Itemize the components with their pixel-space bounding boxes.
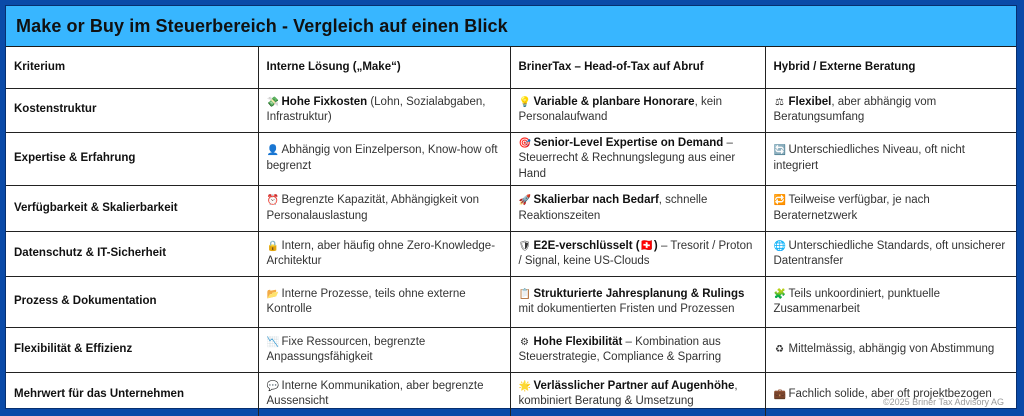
puzzle-icon: 🧩 <box>773 288 786 300</box>
hybrid-cell <box>765 132 1016 186</box>
cell-highlight: Strukturierte Jahresplanung & Rulings <box>533 287 745 300</box>
make-cell <box>258 277 510 328</box>
recycle-icon: ♻ <box>775 344 784 356</box>
cell-highlight: Skalierbar nach Bedarf <box>533 194 659 206</box>
hybrid-cell <box>765 373 1016 416</box>
column-header-hybrid: Hybrid / Externe Beratung <box>765 47 1016 88</box>
cell-text: Begrenzte Kapazität, Abhängigkeit von Personalauslastung <box>266 194 480 222</box>
cell-text: mit dokumentierten Fristen und Prozessen <box>518 303 735 315</box>
chart-down-icon: 📉 <box>266 336 279 348</box>
cell-highlight: Verlässlicher Partner auf Augenhöhe <box>533 379 735 392</box>
briner-cell <box>510 232 765 277</box>
table-header-row <box>6 47 1016 88</box>
cell-text: Fachlich solide, aber oft projektbezogen <box>788 387 992 400</box>
cell-text: Unterschiedliches Niveau, oft nicht integriert <box>773 144 965 172</box>
cell-text: Teilweise verfügbar, je nach Beraternetzwerk <box>773 194 930 222</box>
cell-text: (Lohn, Sozialabgaben, Infrastruktur) <box>266 95 486 123</box>
table-row <box>6 88 1016 132</box>
scales-icon: ⚖ <box>775 96 784 108</box>
criterion-cell: Flexibilität & Effizienz <box>6 328 258 373</box>
page-title: Make or Buy im Steuerbereich - Vergleich auf einen Blick <box>16 15 508 36</box>
money-icon: 💸 <box>266 96 279 108</box>
shield-icon: 🛡 <box>518 240 532 252</box>
clipboard-icon: 📋 <box>518 288 531 300</box>
briner-cell <box>510 373 765 416</box>
comparison-table <box>6 47 1016 416</box>
hybrid-cell <box>765 232 1016 277</box>
speech-bubble-icon: 💬 <box>266 380 279 392</box>
cell-text: Interne Prozesse, teils ohne externe Kontrolle <box>266 287 466 315</box>
cell-text: , kombiniert Beratung & Umsetzung <box>518 379 738 408</box>
make-cell <box>258 88 510 132</box>
lightbulb-icon: 💡 <box>518 96 531 108</box>
criterion-cell: Datenschutz & IT-Sicherheit <box>6 232 258 277</box>
cell-text: – Tresorit / Proton / Signal, keine US-Clouds <box>518 239 753 267</box>
cell-highlight: Hohe Fixkosten <box>281 95 368 108</box>
gear-icon: ⚙ <box>520 336 529 348</box>
table-row <box>6 373 1016 416</box>
cell-highlight: Flexibel <box>788 95 832 108</box>
hybrid-cell <box>765 186 1016 232</box>
cell-text: , aber abhängig vom Beratungsumfang <box>773 95 937 123</box>
title-bar <box>6 6 1016 47</box>
table-row <box>6 132 1016 186</box>
cell-highlight: E2E-verschlüsselt (🇨🇭) <box>533 239 658 252</box>
table-row <box>6 277 1016 328</box>
criterion-cell: Prozess & Dokumentation <box>6 277 258 328</box>
repeat-icon: 🔁 <box>773 195 786 206</box>
cell-highlight: Variable & planbare Honorare <box>533 95 695 108</box>
copyright-footer: ©2025 Briner Tax Advisory AG <box>882 397 1004 407</box>
briner-cell <box>510 186 765 232</box>
comparison-card <box>5 5 1017 409</box>
cell-text: , kein Personalaufwand <box>518 95 723 123</box>
cell-text: , schnelle Reaktionszeiten <box>518 194 708 222</box>
table-row <box>6 232 1016 277</box>
globe-icon: 🌐 <box>773 240 786 252</box>
criterion-cell: Mehrwert für das Unternehmen <box>6 373 258 416</box>
cell-text: Fixe Ressourcen, begrenzte Anpassungsfähigkeit <box>266 335 426 363</box>
hybrid-cell <box>765 88 1016 132</box>
column-header-criterion: Kriterium <box>6 47 258 88</box>
cell-text: Mittelmässig, abhängig von Abstimmung <box>788 343 995 356</box>
cell-text: Intern, aber häufig ohne Zero-Knowledge-Architektur <box>266 239 496 267</box>
rocket-icon: 🚀 <box>518 195 531 206</box>
criterion-cell: Expertise & Erfahrung <box>6 132 258 186</box>
folder-icon: 📂 <box>266 288 279 300</box>
cell-text: Abhängig von Einzelperson, Know-how oft begrenzt <box>266 144 498 172</box>
hybrid-cell <box>765 328 1016 373</box>
cell-text: – Steuerrecht & Rechnungslegung aus einer Hand <box>518 136 736 180</box>
make-cell <box>258 373 510 416</box>
alarm-clock-icon: ⏰ <box>266 195 279 206</box>
make-cell <box>258 232 510 277</box>
column-header-make: Interne Lösung („Make“) <box>258 47 510 88</box>
criterion-cell: Verfügbarkeit & Skalierbarkeit <box>6 186 258 232</box>
briner-cell <box>510 328 765 373</box>
briner-cell <box>510 277 765 328</box>
briner-cell <box>510 88 765 132</box>
person-icon: 👤 <box>266 145 279 157</box>
briefcase-icon: 💼 <box>773 388 786 400</box>
cycle-icon: 🔄 <box>773 145 786 157</box>
table-row <box>6 186 1016 232</box>
briner-cell <box>510 132 765 186</box>
column-header-brinertax: BrinerTax – Head-of-Tax auf Abruf <box>510 47 765 88</box>
criterion-cell: Kostenstruktur <box>6 88 258 132</box>
cell-text: Unterschiedliche Standards, oft unsicherer Datentransfer <box>773 239 1006 267</box>
cell-text: – Kombination aus Steuerstrategie, Compliance & Sparring <box>518 335 722 363</box>
cell-text: Interne Kommunikation, aber begrenzte Aussensicht <box>266 379 484 408</box>
make-cell <box>258 132 510 186</box>
hybrid-cell <box>765 277 1016 328</box>
cell-highlight: Hohe Flexibilität <box>533 335 623 348</box>
lock-icon: 🔒 <box>266 240 279 252</box>
make-cell <box>258 328 510 373</box>
make-cell <box>258 186 510 232</box>
star-icon: 🌟 <box>518 380 531 392</box>
table-row <box>6 328 1016 373</box>
cell-text: Teils unkoordiniert, punktuelle Zusammenarbeit <box>773 287 941 315</box>
cell-highlight: Senior-Level Expertise on Demand <box>533 136 724 149</box>
target-icon: 🎯 <box>518 137 531 149</box>
